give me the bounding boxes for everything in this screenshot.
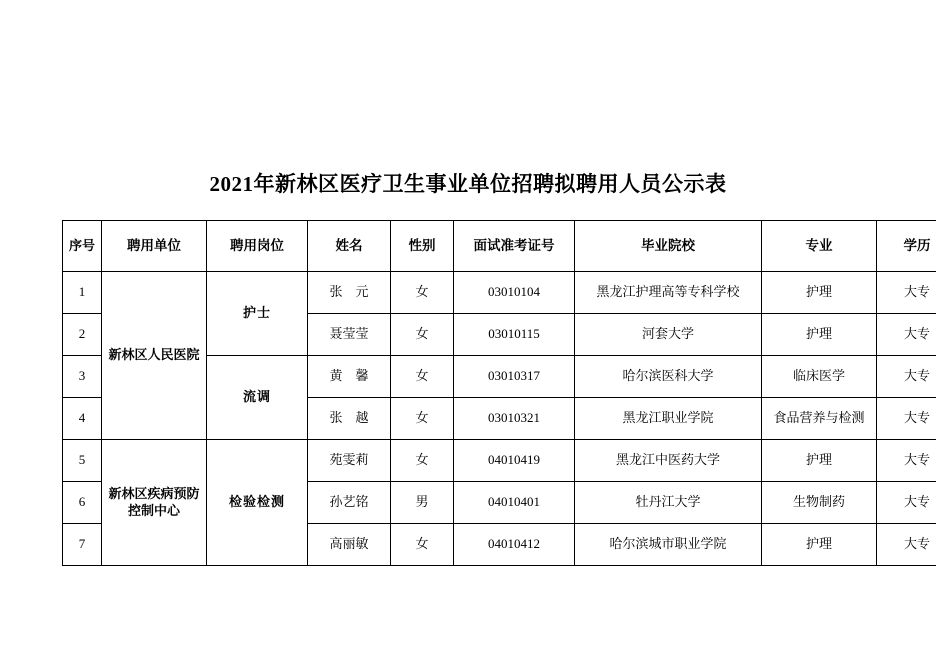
cell-school: 哈尔滨城市职业学院 [575,524,762,566]
cell-school: 哈尔滨医科大学 [575,356,762,398]
column-header-sex: 性别 [391,221,454,272]
cell-major: 护理 [762,524,877,566]
cell-education: 大专 [877,482,936,524]
cell-school: 牡丹江大学 [575,482,762,524]
page-title: 2021年新林区医疗卫生事业单位招聘拟聘用人员公示表 [209,172,727,196]
column-header-unit: 聘用单位 [102,221,207,272]
cell-unit: 新林区人民医院 [102,272,207,440]
cell-seq: 7 [63,524,102,566]
cell-sex: 女 [391,440,454,482]
cell-major: 护理 [762,314,877,356]
cell-major: 食品营养与检测 [762,398,877,440]
cell-education: 大专 [877,314,936,356]
cell-major: 生物制药 [762,482,877,524]
column-header-education: 学历 [877,221,936,272]
cell-school: 黑龙江中医药大学 [575,440,762,482]
public-notice-table [62,220,936,566]
table-row [63,272,936,314]
column-header-seq [63,221,102,272]
cell-exam-id: 04010401 [454,482,575,524]
cell-post: 护士 [207,272,308,356]
cell-exam-id: 04010419 [454,440,575,482]
cell-education: 大专 [877,440,936,482]
table-body [63,272,936,566]
column-header-post: 聘用岗位 [207,221,308,272]
cell-sex: 男 [391,482,454,524]
cell-education: 大专 [877,272,936,314]
column-header-name: 姓名 [308,221,391,272]
cell-name: 苑雯莉 [308,440,391,482]
table-header [63,221,936,272]
cell-name: 黄 馨 [308,356,391,398]
cell-exam-id: 03010115 [454,314,575,356]
cell-sex: 女 [391,272,454,314]
cell-school: 河套大学 [575,314,762,356]
cell-seq: 1 [63,272,102,314]
cell-seq: 2 [63,314,102,356]
column-header-school: 毕业院校 [575,221,762,272]
cell-sex: 女 [391,314,454,356]
cell-school: 黑龙江职业学院 [575,398,762,440]
cell-school: 黑龙江护理高等专科学校 [575,272,762,314]
table-header-row [63,221,936,272]
cell-education: 大专 [877,398,936,440]
cell-education: 大专 [877,524,936,566]
cell-name: 张 元 [308,272,391,314]
cell-name: 孙艺铭 [308,482,391,524]
cell-seq: 3 [63,356,102,398]
cell-exam-id: 03010104 [454,272,575,314]
cell-exam-id: 03010321 [454,398,575,440]
column-header-seq-line1: 序号 [68,237,95,253]
cell-sex: 女 [391,398,454,440]
cell-seq: 6 [63,482,102,524]
cell-name: 张 越 [308,398,391,440]
cell-sex: 女 [391,356,454,398]
cell-exam-id: 04010412 [454,524,575,566]
cell-major: 护理 [762,272,877,314]
cell-seq: 4 [63,398,102,440]
cell-name: 高丽敏 [308,524,391,566]
table-row [63,440,936,482]
cell-exam-id: 03010317 [454,356,575,398]
cell-name: 聂莹莹 [308,314,391,356]
cell-major: 临床医学 [762,356,877,398]
cell-sex: 女 [391,524,454,566]
cell-education: 大专 [877,356,936,398]
cell-unit: 新林区疾病预防控制中心 [102,440,207,566]
column-header-major: 专业 [762,221,877,272]
column-header-exam-id: 面试准考证号 [454,221,575,272]
cell-major: 护理 [762,440,877,482]
cell-post: 检验检测 [207,440,308,566]
cell-seq: 5 [63,440,102,482]
cell-post: 流调 [207,356,308,440]
